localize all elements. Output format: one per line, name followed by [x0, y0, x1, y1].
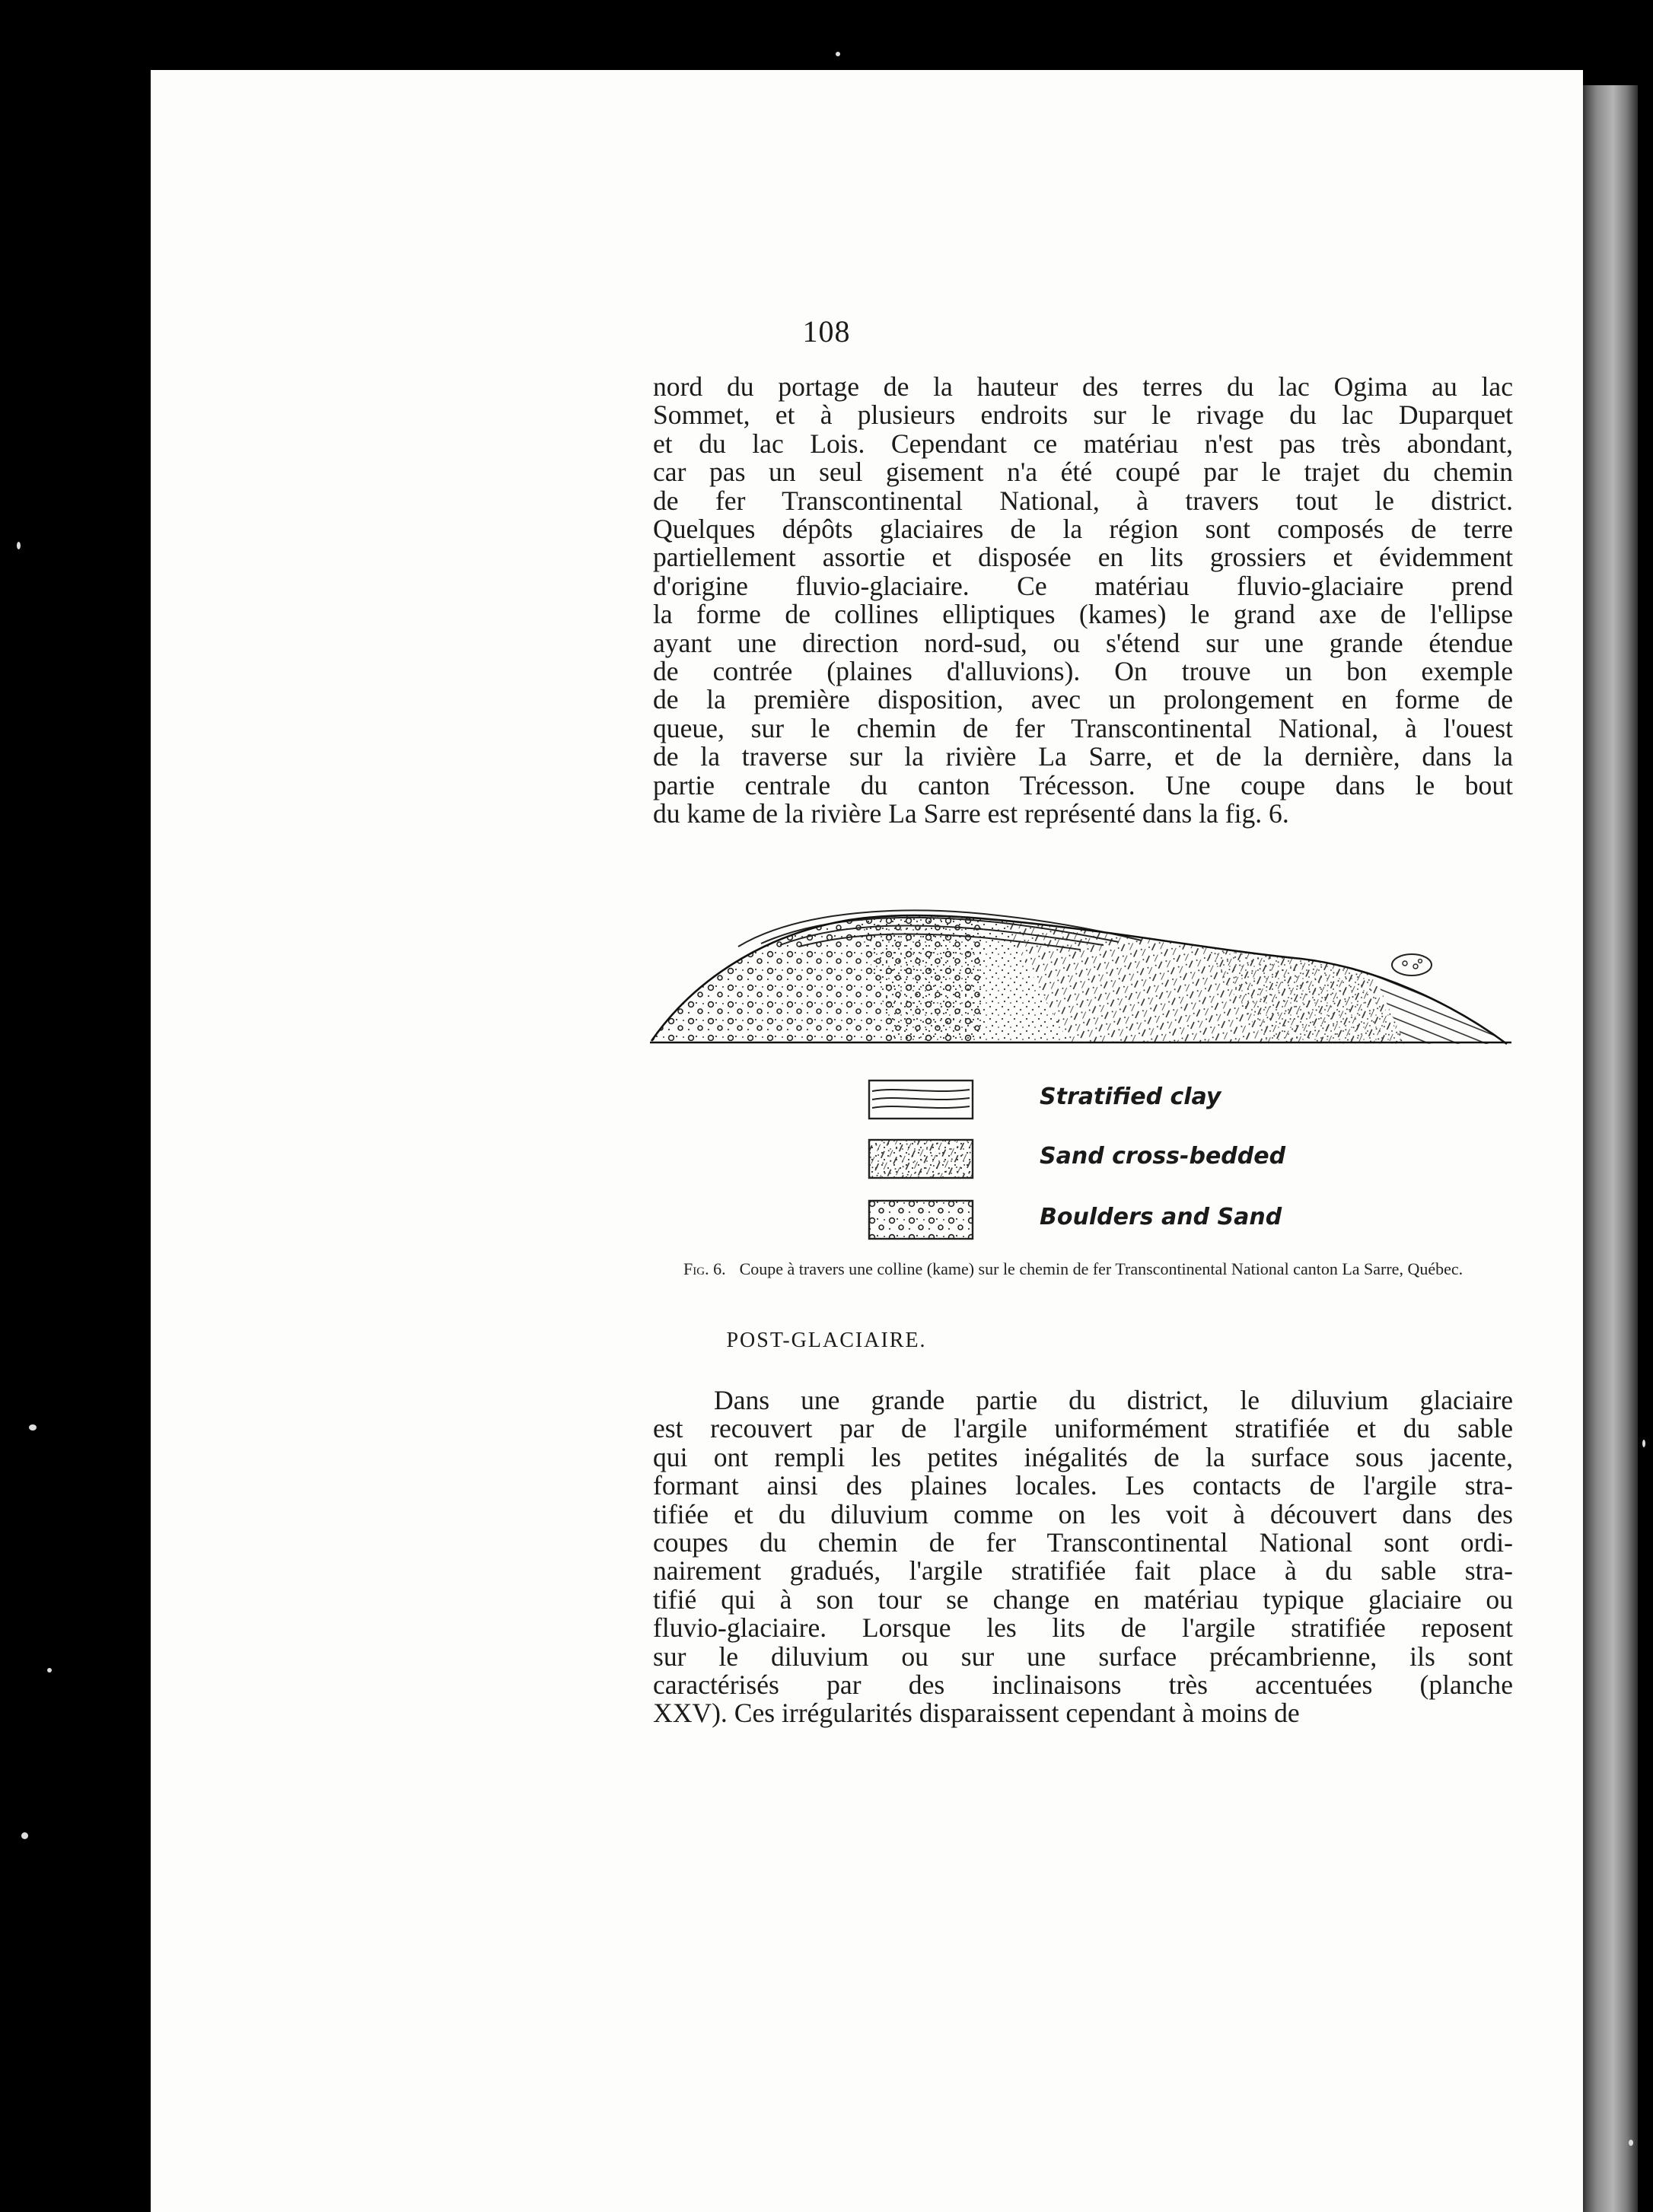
clay-pattern-swatch: [868, 1079, 974, 1120]
text-line: Sommet, et à plusieurs endroits sur le rivage du lac Duparquet: [653, 399, 1513, 431]
text-line: est recouvert par de l'argile uniformément stratifiée et du sable: [653, 1413, 1513, 1444]
scan-speck: [47, 1668, 52, 1673]
text-line: tifié qui à son tour se change en matériau typique glaciaire ou: [653, 1583, 1513, 1615]
text-line: XXV). Ces irrégularités disparaissent cependant à moins de: [653, 1698, 1300, 1729]
paragraph-2: [653, 1386, 1513, 1728]
page-number: 108: [802, 314, 851, 349]
boulders-pattern-swatch: [868, 1199, 974, 1240]
text-line: fluvio-glaciaire. Lorsque les lits de l'argile stratifiée reposent: [653, 1612, 1513, 1644]
text-line: la forme de collines elliptiques (kames) le grand axe de l'ellipse: [653, 599, 1513, 630]
text-line: qui ont rempli les petites inégalités de la surface sous jacente,: [653, 1441, 1513, 1472]
scan-speck: [836, 52, 840, 56]
section-title: POST-GLACIAIRE.: [726, 1329, 927, 1352]
scan-speck: [21, 1832, 28, 1839]
caption-label: Fig. 6.: [683, 1259, 726, 1278]
legend-label: Stratified clay: [1040, 1084, 1221, 1110]
text-line: queue, sur le chemin de fer Transcontinental National, à l'ouest: [653, 712, 1513, 743]
text-line: et du lac Lois. Cependant ce matériau n'est pas très abondant,: [653, 428, 1513, 459]
paragraph-1: [653, 373, 1513, 829]
kame-cross-section-figure: [647, 883, 1514, 1050]
sand-pattern-swatch: [868, 1138, 974, 1179]
text-line: de la première disposition, avec un prolongement en forme de: [653, 684, 1513, 715]
text-line: de contrée (plaines d'alluvions). On trouve un bon exemple: [653, 656, 1513, 687]
text-line: de la traverse sur la rivière La Sarre, et de la dernière, dans la: [653, 741, 1513, 772]
legend-item-boulders-and-sand: [868, 1199, 1400, 1245]
text-line: sur le diluvium ou sur une surface précambrienne, ils sont: [653, 1641, 1513, 1672]
text-line: partiellement assortie et disposée en lits grossiers et évidemment: [653, 542, 1513, 573]
text-line: coupes du chemin de fer Transcontinental National sont ordi-: [653, 1527, 1513, 1558]
figure-caption: [653, 1259, 1513, 1278]
text-line: du kame de la rivière La Sarre est représenté dans la fig. 6.: [653, 798, 1289, 829]
legend-item-sand-cross-bedded: [868, 1138, 1400, 1184]
text-line: caractérisés par des inclinaisons très accentuées (planche: [653, 1669, 1513, 1701]
scan-speck: [17, 542, 21, 549]
legend-label: Boulders and Sand: [1040, 1204, 1282, 1230]
text-line: formant ainsi des plaines locales. Les contacts de l'argile stra-: [653, 1470, 1513, 1501]
text-line: Quelques dépôts glaciaires de la région sont composés de terre: [653, 514, 1513, 545]
text-line: de fer Transcontinental National, à travers tout le district.: [653, 485, 1513, 516]
text-line: ayant une direction nord-sud, ou s'étend sur une grande étendue: [653, 627, 1513, 658]
caption-text: Coupe à travers une colline (kame) sur le chemin de fer Transcontinental National canton La Sarre, Québec.: [739, 1259, 1463, 1278]
scan-speck: [1629, 2140, 1633, 2146]
legend-item-stratified-clay: [868, 1079, 1400, 1125]
scan-speck: [29, 1424, 37, 1431]
text-line: nairement gradués, l'argile stratifiée fait place à du sable stra-: [653, 1555, 1513, 1587]
book-spine-edge: [1583, 85, 1638, 2212]
text-line: d'origine fluvio-glaciaire. Ce matériau fluvio-glaciaire prend: [653, 570, 1513, 601]
text-line: partie centrale du canton Trécesson. Une coupe dans le bout: [653, 769, 1513, 800]
text-line: tifiée et du diluvium comme on les voit à découvert dans des: [653, 1498, 1513, 1529]
legend-label: Sand cross-bedded: [1040, 1143, 1286, 1170]
text-line: nord du portage de la hauteur des terres du lac Ogima au lac: [653, 371, 1513, 402]
scan-speck: [1642, 1440, 1645, 1447]
text-line: car pas un seul gisement n'a été coupé par le trajet du chemin: [653, 457, 1513, 488]
text-line: Dans une grande partie du district, le diluvium glaciaire: [714, 1385, 1513, 1415]
